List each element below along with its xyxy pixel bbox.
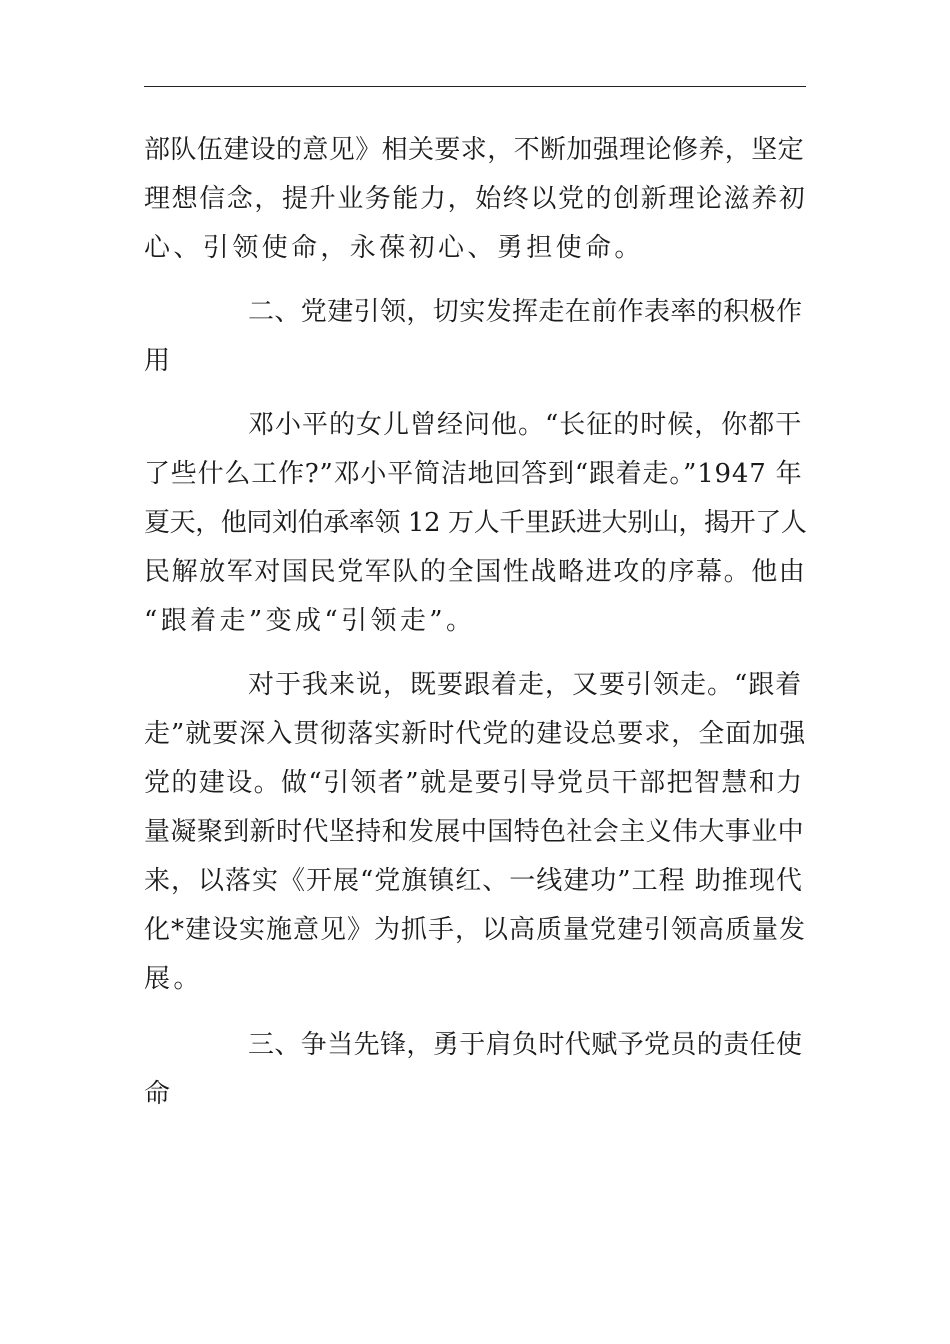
text-line-2: 理想信念，提升业务能力，始终以党的创新理论滋养初 [144, 184, 807, 214]
text-line-11: 对于我来说，既要跟着走，又要引领走。“跟着 [248, 670, 803, 700]
text-line-12: 走”就要深入贯彻落实新时代党的建设总要求，全面加强 [144, 719, 807, 749]
text-line-9: 民解放军对国民党军队的全国性战略进攻的序幕。他由 [144, 557, 807, 587]
text-line-16: 化*建设实施意见》为抓手，以高质量党建引领高质量发 [144, 915, 807, 945]
text-line-13: 党的建设。做“引领者”就是要引导党员干部把智慧和力 [144, 768, 804, 798]
text-line-7: 了些什么工作?”邓小平简洁地回答到“跟着走。”1947 年 [144, 459, 803, 489]
section-heading-2-cont: 用 [144, 346, 174, 376]
text-line-17: 展。 [144, 964, 203, 994]
text-line-8: 夏天，他同刘伯承率领 12 万人千里跃进大别山，揭开了人 [144, 508, 807, 538]
text-line-3: 心、引领使命，永葆初心、勇担使命。 [144, 233, 644, 263]
text-line-1: 部队伍建设的意见》相关要求，不断加强理论修养，坚定 [144, 135, 805, 165]
text-line-10: “跟着走”变成“引领走”。 [144, 606, 476, 636]
text-line-14: 量凝聚到新时代坚持和发展中国特色社会主义伟大事业中 [144, 817, 805, 847]
header-rule [144, 86, 806, 87]
section-heading-2: 二、党建引领，切实发挥走在前作表率的积极作 [248, 297, 803, 327]
text-line-6: 邓小平的女儿曾经问他。“长征的时候，你都干 [248, 410, 803, 440]
section-heading-3: 三、争当先锋，勇于肩负时代赋予党员的责任使 [248, 1030, 803, 1060]
text-line-15: 来，以落实《开展“党旗镇红、一线建功”工程 助推现代 [144, 866, 803, 896]
section-heading-3-cont: 命 [144, 1079, 174, 1109]
